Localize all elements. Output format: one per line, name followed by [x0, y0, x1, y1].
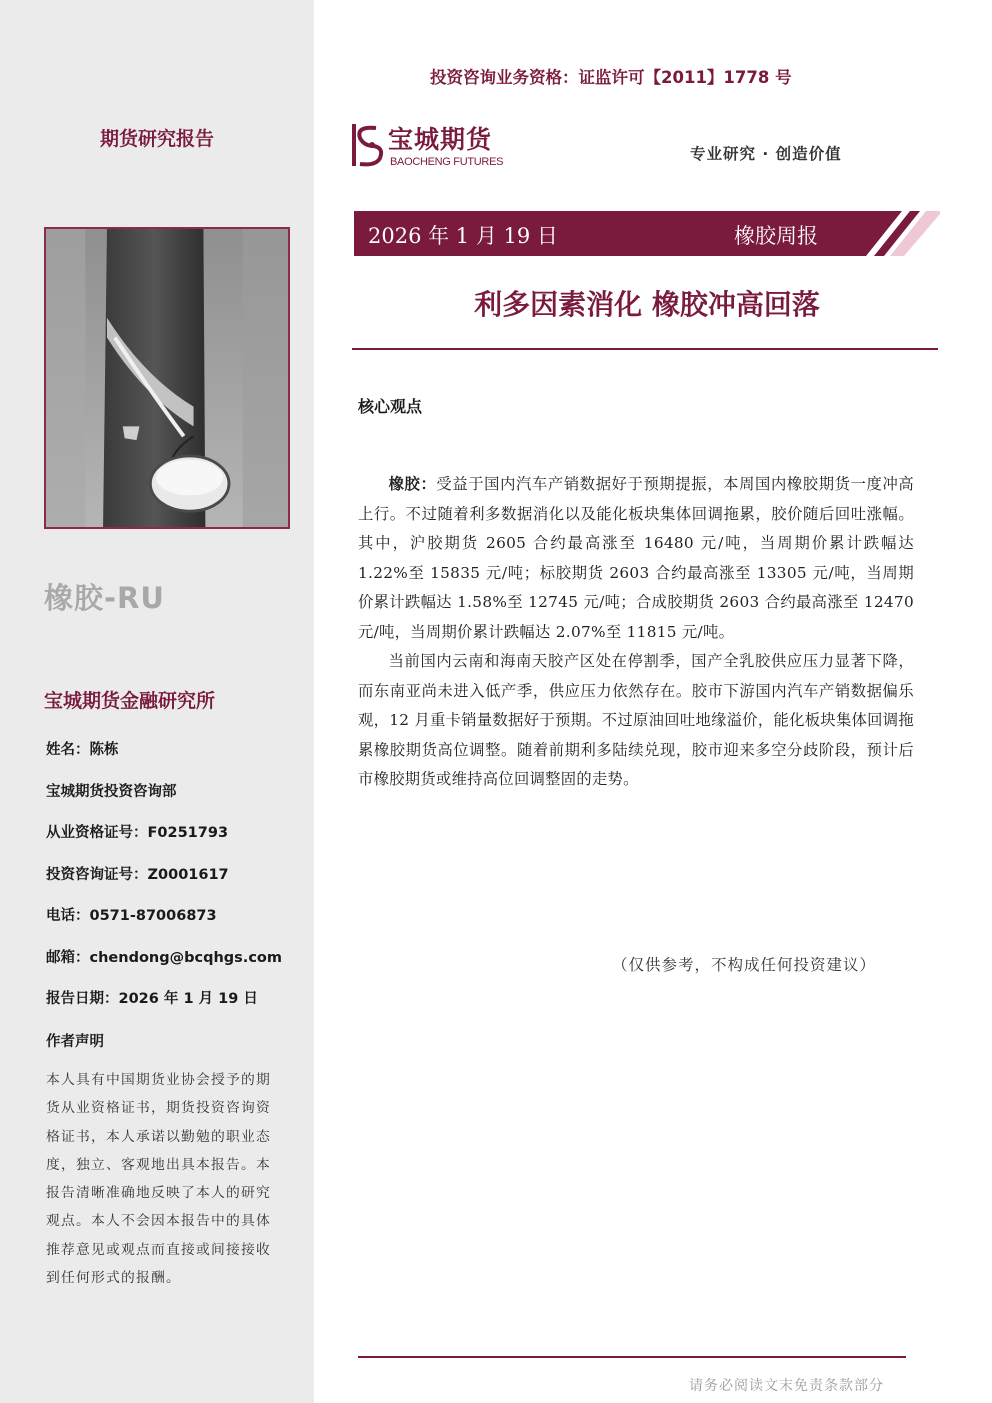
core-view-title: 核心观点	[358, 397, 423, 416]
institute-name: 宝城期货金融研究所	[44, 690, 216, 712]
qualification-number: 从业资格证号：F0251793	[46, 825, 229, 841]
report-body	[358, 470, 914, 795]
product-label: 橡胶-RU	[44, 581, 165, 615]
paragraph-1	[358, 470, 914, 647]
analyst-department: 宝城期货投资咨询部	[46, 783, 177, 800]
band-report-type: 橡胶周报	[734, 224, 818, 248]
rubber-tree-photo	[44, 227, 290, 529]
band-date: 2026 年 1 月 19 日	[368, 224, 558, 248]
analyst-info	[46, 738, 296, 1029]
company-logo	[350, 120, 520, 172]
disclaimer: （仅供参考，不构成任何投资建议）	[612, 956, 877, 974]
headline: 利多因素消化 橡胶冲高回落	[474, 288, 820, 321]
author-statement: 本人具有中国期货业协会授予的期货从业资格证书，期货投资咨询资格证书，本人承诺以勤勉的职业态度，独立、客观地出具本报告。本报告清晰准确地反映了本人的研究观点。本人不会因本报告中的具体推荐意见或观点而直接或间接接收到任何形式的报酬。	[46, 1072, 271, 1287]
analyst-name: 姓名：陈栋	[46, 742, 119, 758]
license-line: 投资咨询业务资格：证监许可【2011】1778 号	[430, 68, 792, 87]
author-statement-title: 作者声明	[46, 1034, 104, 1050]
footer-divider	[358, 1356, 906, 1358]
footer-note: 请务必阅读文末免责条款部分	[689, 1378, 884, 1394]
motto: 专业研究 · 创造价值	[690, 145, 842, 163]
consulting-number: 投资咨询证号：Z0001617	[46, 866, 229, 883]
headline-divider	[352, 348, 938, 350]
logo-mark-icon	[350, 122, 386, 168]
logo-english-name: BAOCHENG FUTURES	[390, 156, 504, 168]
paragraph-1-text: 受益于国内汽车产销数据好于预期提振，本周国内橡胶期货一度冲高上行。不过随着利多数据消化以及能化板块集体回调拖累，胶价随后回吐涨幅。其中，沪胶期货 2605 合约最高涨至 16480 元/吨，当周期价累计跌幅达 1.22%至 15835 元/吨；标胶期货 2603 合约最高涨至 13305 元/吨，当周期价累计跌幅达 1.58%至 12745 元/吨；合成胶期货 2603 合约最高涨至 12470 元/吨，当周期价累计跌幅达 2.07%至 11815 元/吨。	[358, 475, 914, 641]
title-band	[354, 211, 940, 256]
report-type-label: 期货研究报告	[99, 128, 214, 150]
phone: 电话：0571-87006873	[46, 908, 217, 924]
report-date: 报告日期：2026 年 1 月 19 日	[46, 991, 258, 1007]
email: 邮箱：chendong@bcqhgs.com	[46, 949, 282, 966]
logo-chinese-name: 宝城期货	[388, 125, 493, 154]
paragraph-1-lead: 橡胶：	[388, 475, 437, 493]
sidebar	[0, 0, 314, 1403]
paragraph-2: 当前国内云南和海南天胶产区处在停割季，国产全乳胶供应压力显著下降，而东南亚尚未进入低产季，供应压力依然存在。胶市下游国内汽车产销数据偏乐观，12 月重卡销量数据好于预期。不过原油回吐地缘溢价，能化板块集体回调拖累橡胶期货高位调整。随着前期利多陆续兑现，胶市迎来多空分歧阶段，预计后市橡胶期货或维持高位回调整固的走势。	[358, 652, 914, 788]
